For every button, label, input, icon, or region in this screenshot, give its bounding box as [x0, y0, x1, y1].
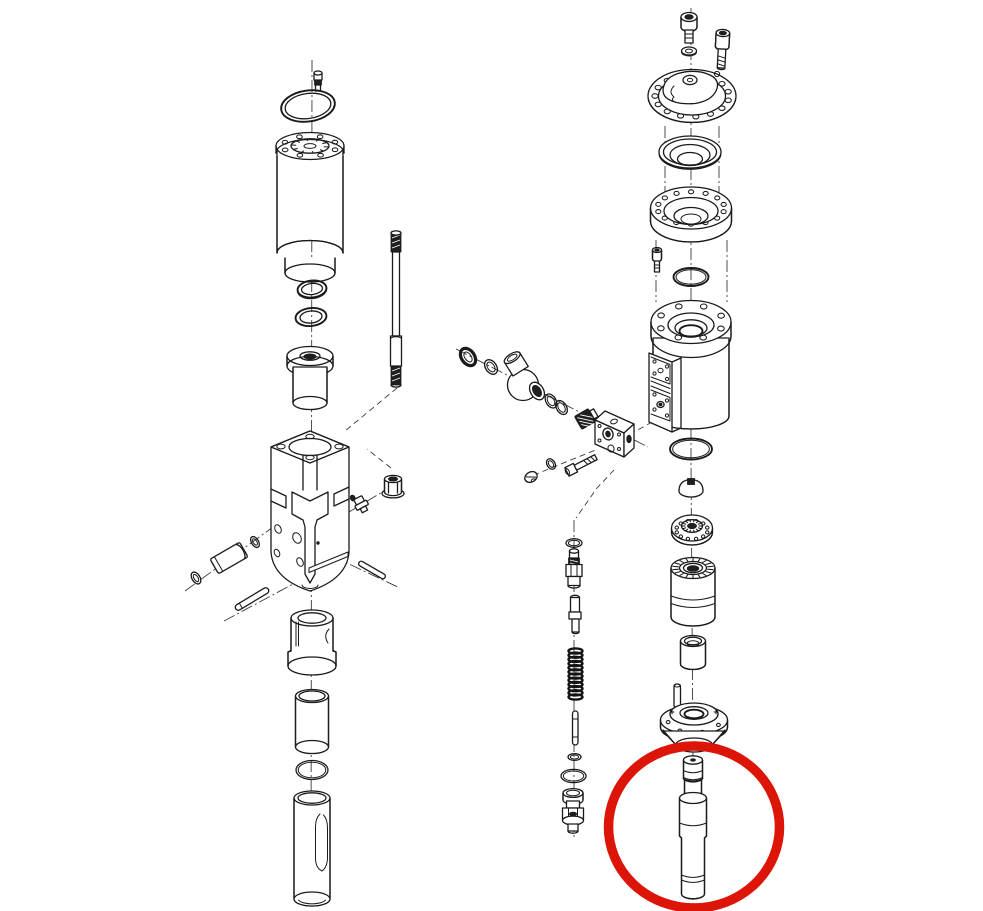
- part-valve-spring[interactable]: [569, 648, 583, 699]
- part-lower-guide-tube[interactable]: [294, 791, 330, 906]
- part-seal-washer[interactable]: [457, 345, 479, 368]
- centerlines: [185, 8, 727, 908]
- part-swivel-fitting[interactable]: [563, 789, 584, 834]
- part-grease-fitting[interactable]: [349, 490, 370, 514]
- part-elbow-fitting[interactable]: [502, 350, 547, 403]
- part-piston[interactable]: [680, 756, 707, 899]
- part-plug-washer[interactable]: [682, 47, 697, 56]
- part-front-head-bushing[interactable]: [288, 610, 336, 675]
- part-roller-bearing-sleeve[interactable]: [671, 558, 715, 627]
- part-retainer-pin-short[interactable]: [358, 560, 386, 579]
- part-diaphragm[interactable]: [659, 136, 721, 169]
- part-small-washer[interactable]: [545, 457, 558, 471]
- part-thin-o-ring[interactable]: [296, 761, 328, 780]
- part-accumulator-top-cover[interactable]: [648, 70, 736, 123]
- part-guide-bushing[interactable]: [681, 636, 706, 670]
- part-main-cylinder-block[interactable]: [271, 431, 349, 591]
- part-valve-fitting[interactable]: [566, 549, 582, 588]
- part-flange-nut[interactable]: [382, 475, 404, 498]
- part-valve-spool[interactable]: [569, 595, 581, 633]
- part-o-ring-medium[interactable]: [561, 769, 586, 782]
- part-side-pin-with-o-rings[interactable]: [189, 535, 261, 586]
- part-o-ring-small[interactable]: [568, 754, 581, 761]
- part-cap-screw-long[interactable]: [714, 29, 730, 70]
- part-spacer-tube[interactable]: [296, 690, 329, 754]
- stop-pin-cylinder: [210, 542, 248, 574]
- part-gas-charging-valve[interactable]: [314, 71, 322, 91]
- pin-o-ring-outer: [189, 570, 203, 585]
- part-accumulator-ring-body[interactable]: [651, 187, 732, 242]
- part-inner-bushing-cup[interactable]: [287, 347, 333, 410]
- part-dowel-pin[interactable]: [674, 684, 681, 708]
- part-large-o-ring[interactable]: [279, 87, 337, 125]
- part-top-plug-bolt[interactable]: [681, 13, 697, 44]
- part-backup-ring[interactable]: [482, 357, 500, 376]
- part-valve-head-body[interactable]: [649, 301, 731, 433]
- part-dome-cap[interactable]: [679, 479, 703, 498]
- part-socket-cap-screw[interactable]: [564, 453, 598, 477]
- part-button-screw[interactable]: [523, 469, 539, 484]
- part-seal-ring-lower[interactable]: [295, 306, 328, 327]
- part-small-cap-screw[interactable]: [653, 248, 662, 273]
- part-push-pin[interactable]: [573, 711, 579, 745]
- part-splined-bearing-ring[interactable]: [672, 515, 713, 545]
- part-valve-manifold-block[interactable]: [595, 411, 634, 457]
- part-accumulator-cylinder[interactable]: [276, 133, 344, 283]
- part-through-bolt-rod[interactable]: [391, 231, 402, 387]
